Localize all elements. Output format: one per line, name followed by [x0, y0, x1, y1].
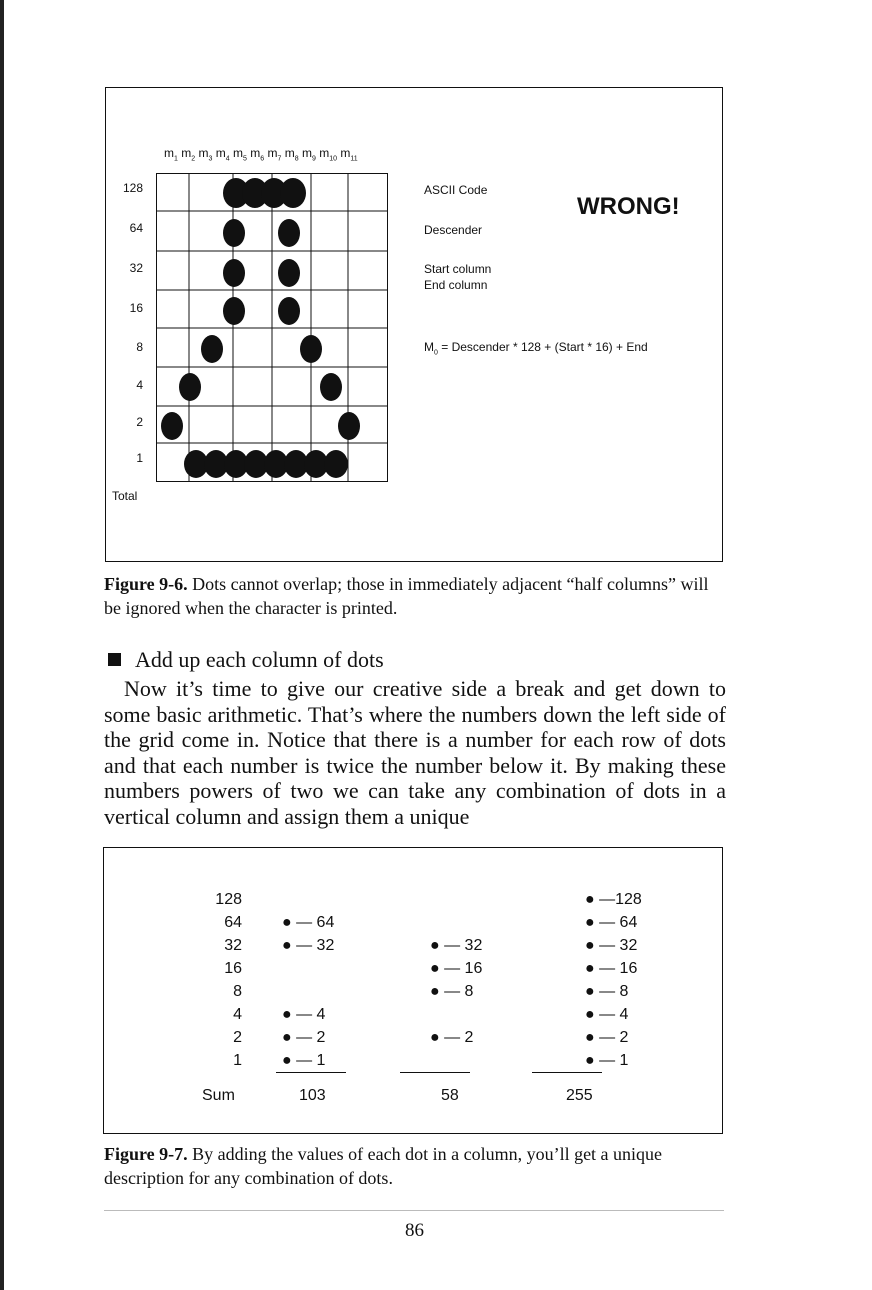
- col-header: $m_{11}$: [340, 146, 358, 163]
- table-row: 2 ● — 2 ● — 2 ● — 2: [233, 1028, 629, 1046]
- row-label: 16: [129, 301, 143, 315]
- sum-label: Sum: [202, 1087, 235, 1104]
- page-edge: [0, 0, 4, 1290]
- footer-rule: [104, 1210, 724, 1211]
- col-header: $m_2$: [181, 146, 196, 163]
- figure-9-6-caption: Figure 9-6. Dots cannot overlap; those in immediately adjacent “half columns” will be ignored when the character is printed.: [104, 574, 709, 618]
- row-label: 4: [136, 378, 143, 392]
- column-headers: [164, 146, 358, 162]
- table-row: 1 ● — 1 ● — 1: [233, 1051, 629, 1069]
- table-row: 128 ● —128: [215, 890, 642, 908]
- dot-grid: [156, 173, 396, 488]
- col-header: $m_5$: [233, 146, 247, 163]
- sum-rule: [532, 1072, 602, 1073]
- sum-rule: [276, 1072, 346, 1073]
- sum-value: 255: [566, 1087, 593, 1104]
- row-label: 32: [129, 261, 143, 275]
- formula: $M_0$ = Descender * 128 + (Start * 16) + End: [424, 340, 648, 357]
- table-row: 4 ● — 4 ● — 4: [233, 1005, 629, 1023]
- figure-9-7: [103, 847, 723, 1134]
- page-number: 86: [405, 1220, 424, 1241]
- sum-value: 103: [299, 1087, 326, 1104]
- ascii-code-label: ASCII Code: [424, 183, 488, 197]
- row-label: 64: [129, 221, 143, 235]
- sum-rule: [400, 1072, 470, 1073]
- table-row: 64 ● — 64 ● — 64: [224, 913, 638, 931]
- col-header: $m_8$: [284, 146, 299, 163]
- wrong-label: WRONG!: [577, 193, 680, 220]
- figure-9-7-caption: Figure 9-7. By adding the values of each dot in a column, you’ll get a unique description for any combination of dots.: [104, 1144, 663, 1188]
- col-header: $m_3$: [198, 146, 213, 163]
- table-row: 16 ● — 16 ● — 16: [224, 959, 638, 977]
- col-header: $m_4$: [215, 146, 230, 163]
- total-label: Total: [112, 489, 138, 503]
- row-label: 2: [136, 415, 143, 429]
- table-row: 8 ● — 8 ● — 8: [233, 982, 629, 1000]
- square-bullet-icon: [108, 653, 121, 666]
- descender-label: Descender: [424, 223, 483, 237]
- col-header: $m_6$: [250, 146, 265, 163]
- col-header: $m_7$: [267, 146, 282, 163]
- col-header: $m_1$: [164, 146, 178, 163]
- row-label: 1: [136, 451, 143, 465]
- col-header: $m_9$: [302, 146, 316, 163]
- col-header: $m_{10}$: [319, 146, 338, 163]
- table-row: 32 ● — 32 ● — 32 ● — 32: [224, 936, 638, 954]
- row-label: 8: [136, 340, 143, 354]
- row-label: 128: [122, 181, 143, 195]
- sum-value: 58: [441, 1087, 459, 1104]
- end-column-label: End column: [424, 278, 488, 292]
- sum-table: [194, 888, 665, 1072]
- section-heading: Add up each column of dots: [108, 647, 384, 673]
- start-column-label: Start column: [424, 262, 492, 276]
- figure-9-6: [105, 87, 723, 562]
- body-paragraph: Now it’s time to give our creative side a break and get down to some basic arithmetic. That’s where the numbers down the left side of the grid come in. Notice that there is a number for each row of dots and that each number is twice the number below it. By making these numbers powers of two we can take any combination of dots in a vertical column and assign them a unique: [104, 676, 726, 829]
